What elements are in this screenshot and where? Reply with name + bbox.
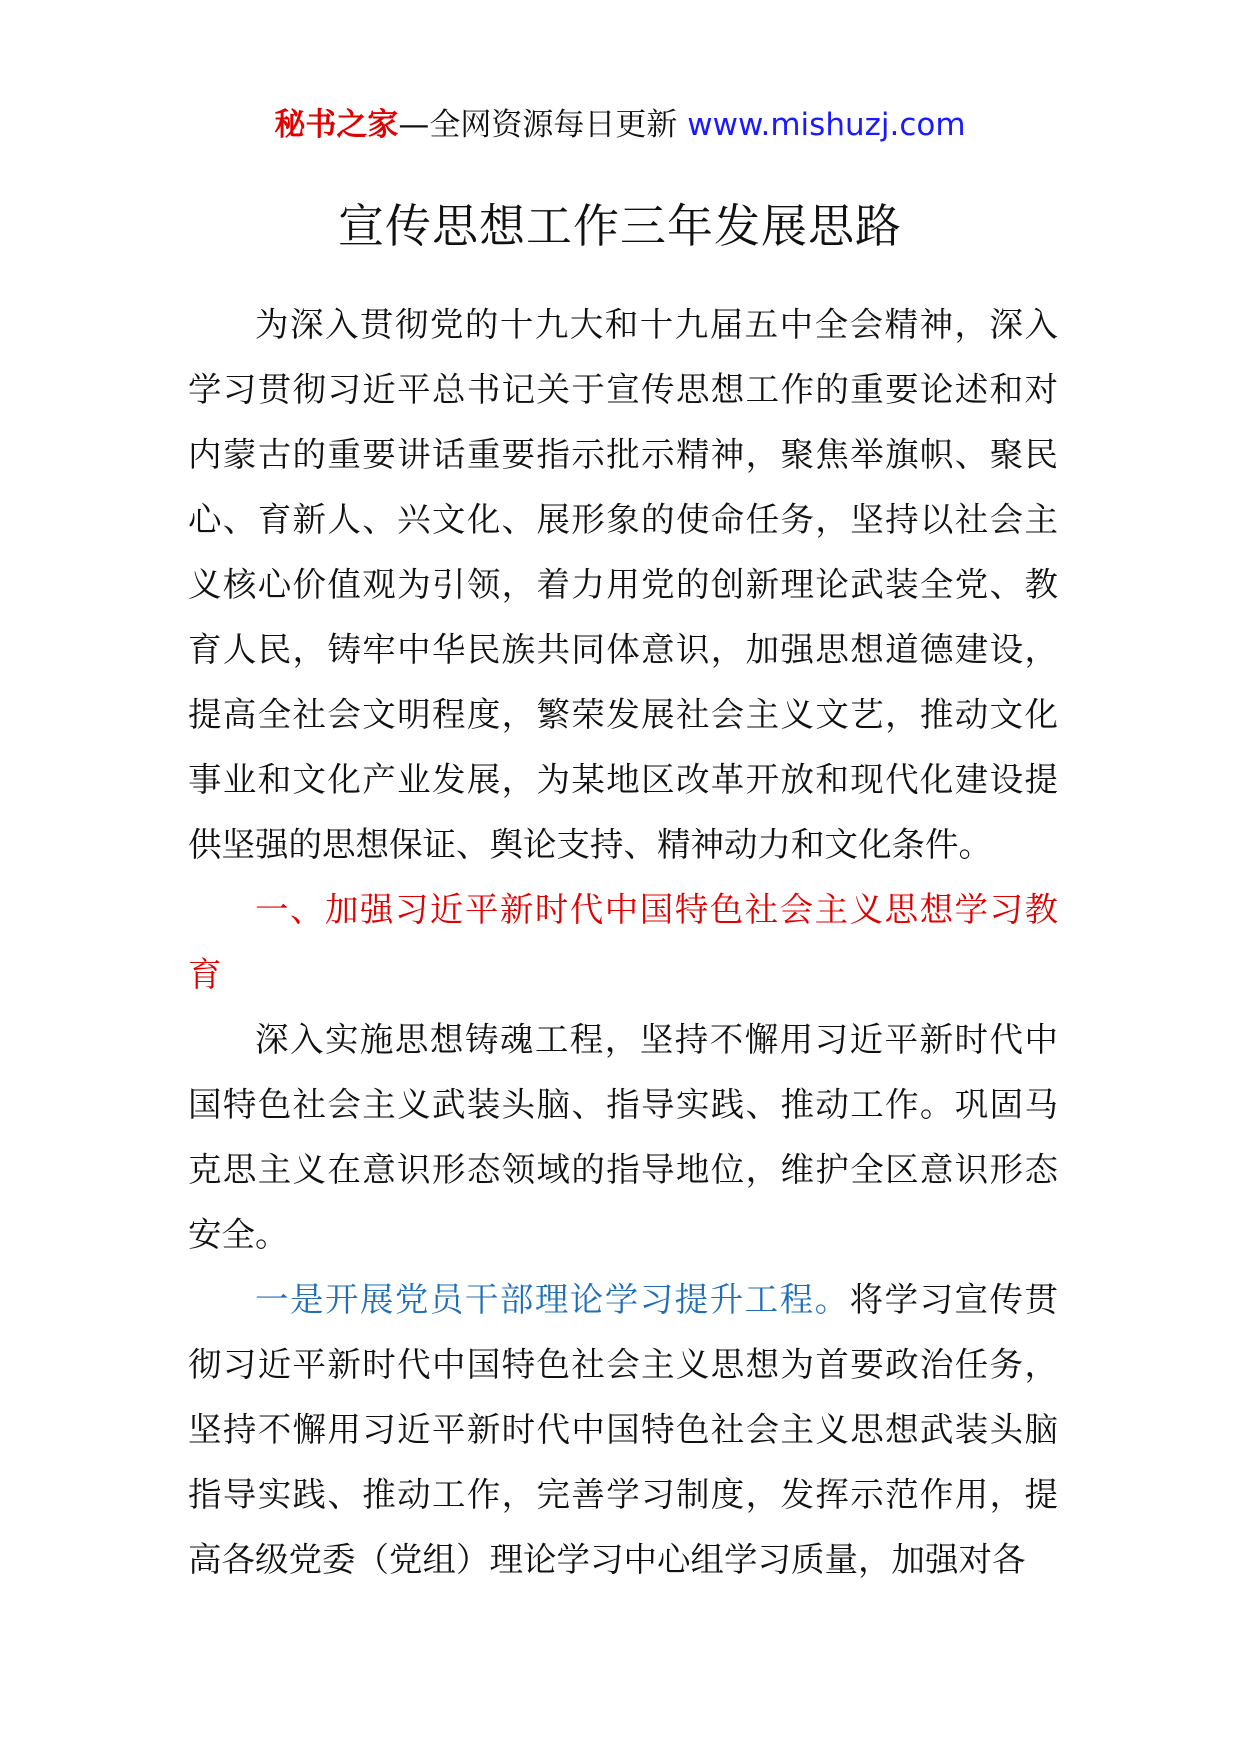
item-1-paragraph [188,1267,1058,1592]
document-body [188,292,1058,1592]
banner-url-link[interactable]: www.mishuzj.com [687,107,966,143]
intro-paragraph: 为深入贯彻党的十九大和十九届五中全会精神，深入学习贯彻习近平总书记关于宣传思想工作的重要论述和对内蒙古的重要讲话重要指示批示精神，聚焦举旗帜、聚民心、育新人、兴文化、展形象的使命任务，坚持以社会主义核心价值观为引领，着力用党的创新理论武装全党、教育人民，铸牢中华民族共同体意识，加强思想道德建设，提高全社会文明程度，繁荣发展社会主义文艺，推动文化事业和文化产业发展，为某地区改革开放和现代化建设提供坚强的思想保证、舆论支持、精神动力和文化条件。 [188,305,1058,864]
banner-brand: 秘书之家 [274,107,399,143]
banner-tagline: —全网资源每日更新 [398,107,688,143]
document-title: 宣传思想工作三年发展思路 [338,199,902,253]
section-1-heading: 一、加强习近平新时代中国特色社会主义思想学习教育 [188,890,1058,994]
item-1-lead: 一是开展党员干部理论学习提升工程。 [255,1280,850,1319]
item-1-body: 将学习宣传贯彻习近平新时代中国特色社会主义思想为首要政治任务，坚持不懈用习近平新时代中国特色社会主义思想武装头脑指导实践、推动工作，完善学习制度，发挥示范作用，提高各级党委（党组）理论学习中心组学习质量，加强对各 [188,1280,1059,1579]
section-1-paragraph: 深入实施思想铸魂工程，坚持不懈用习近平新时代中国特色社会主义武装头脑、指导实践、推动工作。巩固马克思主义在意识形态领域的指导地位，维护全区意识形态安全。 [188,1020,1058,1254]
site-banner [0,100,1240,150]
